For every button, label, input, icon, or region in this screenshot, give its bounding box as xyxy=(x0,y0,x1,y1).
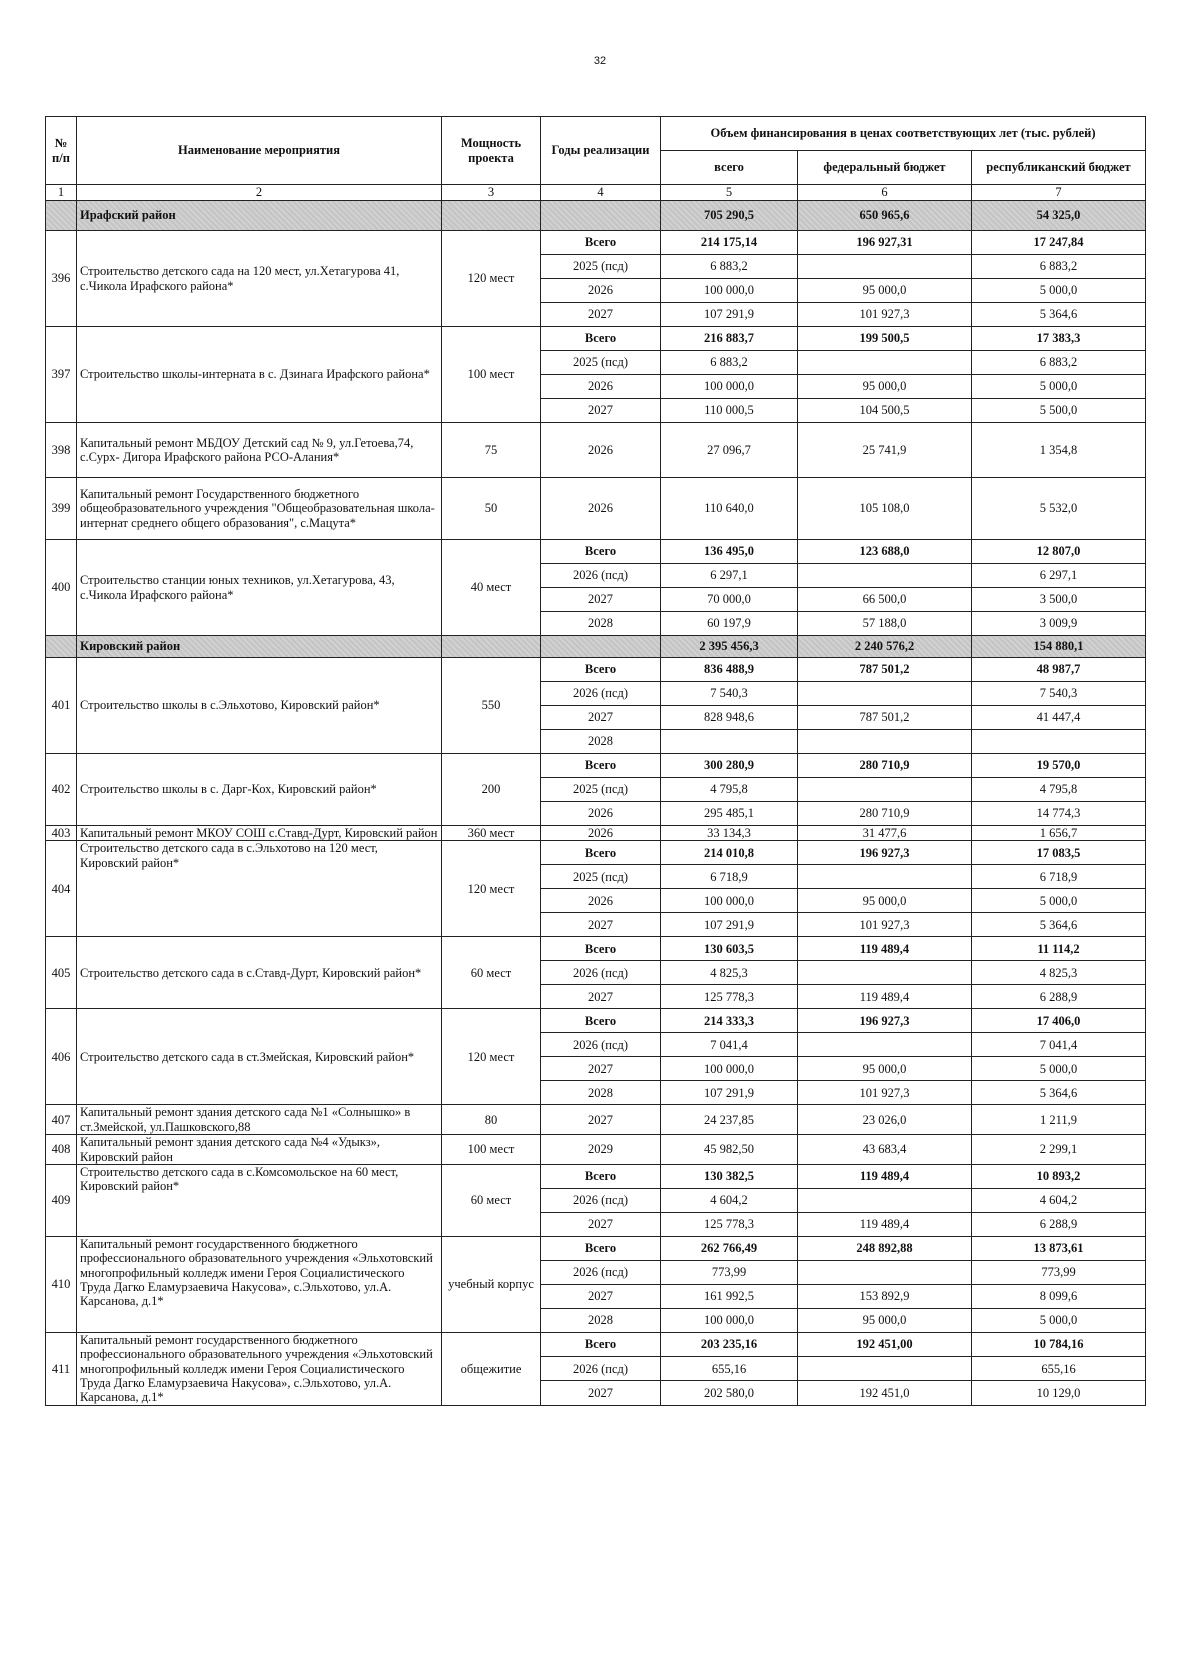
item-total: 100 000,0 xyxy=(661,1057,798,1081)
item-republic: 6 297,1 xyxy=(972,564,1146,588)
item-federal: 95 000,0 xyxy=(798,889,972,913)
item-number: 402 xyxy=(46,754,77,826)
item-capacity: 60 мест xyxy=(442,937,541,1009)
item-total: 4 795,8 xyxy=(661,778,798,802)
item-year: 2027 xyxy=(541,303,661,327)
item-total: 4 604,2 xyxy=(661,1188,798,1212)
item-federal: 105 108,0 xyxy=(798,478,972,540)
district-total: 705 290,5 xyxy=(661,201,798,231)
item-number: 411 xyxy=(46,1332,77,1405)
column-number: 4 xyxy=(541,185,661,201)
district-federal: 650 965,6 xyxy=(798,201,972,231)
table-row xyxy=(46,1009,1146,1033)
item-year: 2027 xyxy=(541,1284,661,1308)
item-total: 100 000,0 xyxy=(661,279,798,303)
item-year: 2026 xyxy=(541,279,661,303)
table-row xyxy=(46,754,1146,778)
item-total: 6 883,2 xyxy=(661,255,798,279)
item-federal xyxy=(798,255,972,279)
item-federal: 23 026,0 xyxy=(798,1105,972,1135)
item-year: 2027 xyxy=(541,1057,661,1081)
item-total: 4 825,3 xyxy=(661,961,798,985)
item-total: 203 235,16 xyxy=(661,1332,798,1356)
item-capacity: 100 мест xyxy=(442,1135,541,1165)
item-federal: 95 000,0 xyxy=(798,1057,972,1081)
item-number: 408 xyxy=(46,1135,77,1165)
column-number: 1 xyxy=(46,185,77,201)
item-federal: 196 927,3 xyxy=(798,1009,972,1033)
item-republic: 6 718,9 xyxy=(972,865,1146,889)
item-federal xyxy=(798,1260,972,1284)
item-year: 2027 xyxy=(541,588,661,612)
item-federal xyxy=(798,730,972,754)
item-republic: 4 795,8 xyxy=(972,778,1146,802)
item-number: 409 xyxy=(46,1164,77,1236)
table-row xyxy=(46,423,1146,478)
item-year: Всего xyxy=(541,754,661,778)
item-federal xyxy=(798,1033,972,1057)
item-federal: 280 710,9 xyxy=(798,754,972,778)
item-federal xyxy=(798,865,972,889)
table-body xyxy=(46,185,1146,1406)
item-republic: 3 009,9 xyxy=(972,612,1146,636)
item-total: 836 488,9 xyxy=(661,658,798,682)
column-number: 2 xyxy=(77,185,442,201)
item-total: 70 000,0 xyxy=(661,588,798,612)
item-capacity: учебный корпус xyxy=(442,1236,541,1332)
item-name: Капитальный ремонт здания детского сада №1 «Солнышко» в ст.Змейской, ул.Пашковского,88 xyxy=(77,1105,442,1135)
item-capacity: 120 мест xyxy=(442,841,541,937)
table-row xyxy=(46,540,1146,564)
item-republic: 5 364,6 xyxy=(972,913,1146,937)
table-row xyxy=(46,231,1146,255)
district-total: 2 395 456,3 xyxy=(661,636,798,658)
item-total: 100 000,0 xyxy=(661,375,798,399)
item-total: 214 175,14 xyxy=(661,231,798,255)
item-federal xyxy=(798,778,972,802)
table-row xyxy=(46,1332,1146,1356)
district-republic: 54 325,0 xyxy=(972,201,1146,231)
item-name: Строительство детского сада в с.Ставд-Дурт, Кировский район* xyxy=(77,937,442,1009)
item-total: 214 333,3 xyxy=(661,1009,798,1033)
item-total: 60 197,9 xyxy=(661,612,798,636)
item-name: Строительство школы в с.Эльхотово, Кировский район* xyxy=(77,658,442,754)
item-year: Всего xyxy=(541,1236,661,1260)
item-federal: 248 892,88 xyxy=(798,1236,972,1260)
item-federal: 31 477,6 xyxy=(798,826,972,841)
item-year: 2028 xyxy=(541,1308,661,1332)
item-republic: 10 784,16 xyxy=(972,1332,1146,1356)
item-republic: 3 500,0 xyxy=(972,588,1146,612)
item-name: Строительство детского сада на 120 мест, ул.Хетагурова 41, с.Чикола Ирафского района* xyxy=(77,231,442,327)
item-year: 2027 xyxy=(541,1105,661,1135)
item-year: Всего xyxy=(541,1332,661,1356)
item-republic: 13 873,61 xyxy=(972,1236,1146,1260)
item-total: 24 237,85 xyxy=(661,1105,798,1135)
item-year: 2028 xyxy=(541,1081,661,1105)
table-row xyxy=(46,1135,1146,1165)
item-year: 2027 xyxy=(541,913,661,937)
item-name: Строительство станции юных техников, ул.Хетагурова, 43, с.Чикола Ирафского района* xyxy=(77,540,442,636)
item-federal: 95 000,0 xyxy=(798,1308,972,1332)
item-republic: 14 774,3 xyxy=(972,802,1146,826)
item-republic: 773,99 xyxy=(972,1260,1146,1284)
table-row xyxy=(46,1164,1146,1188)
item-year: 2028 xyxy=(541,612,661,636)
item-federal: 119 489,4 xyxy=(798,1164,972,1188)
item-year: 2026 (псд) xyxy=(541,1033,661,1057)
item-number: 404 xyxy=(46,841,77,937)
item-total: 45 982,50 xyxy=(661,1135,798,1165)
item-number: 410 xyxy=(46,1236,77,1332)
district-republic: 154 880,1 xyxy=(972,636,1146,658)
item-year: Всего xyxy=(541,1009,661,1033)
item-total: 100 000,0 xyxy=(661,1308,798,1332)
item-republic: 6 883,2 xyxy=(972,255,1146,279)
item-year: 2027 xyxy=(541,706,661,730)
item-federal: 199 500,5 xyxy=(798,327,972,351)
item-year: Всего xyxy=(541,658,661,682)
item-republic: 5 500,0 xyxy=(972,399,1146,423)
item-total: 216 883,7 xyxy=(661,327,798,351)
item-total: 7 041,4 xyxy=(661,1033,798,1057)
item-federal: 57 188,0 xyxy=(798,612,972,636)
item-name: Строительство детского сада в ст.Змейская, Кировский район* xyxy=(77,1009,442,1105)
item-federal: 101 927,3 xyxy=(798,303,972,327)
item-name: Капитальный ремонт здания детского сада №4 «Удыкз», Кировский район xyxy=(77,1135,442,1165)
item-year: 2027 xyxy=(541,1381,661,1405)
table-row xyxy=(46,1105,1146,1135)
item-number: 396 xyxy=(46,231,77,327)
item-capacity: 360 мест xyxy=(442,826,541,841)
item-capacity: 80 xyxy=(442,1105,541,1135)
item-federal xyxy=(798,961,972,985)
item-name: Капитальный ремонт МКОУ СОШ с.Ставд-Дурт, Кировский район xyxy=(77,826,442,841)
column-number: 6 xyxy=(798,185,972,201)
item-republic: 17 383,3 xyxy=(972,327,1146,351)
item-total: 6 718,9 xyxy=(661,865,798,889)
item-federal xyxy=(798,351,972,375)
item-year: 2026 xyxy=(541,478,661,540)
item-republic: 5 364,6 xyxy=(972,1081,1146,1105)
page-number: 32 xyxy=(593,55,607,67)
item-number: 405 xyxy=(46,937,77,1009)
item-federal: 787 501,2 xyxy=(798,658,972,682)
item-total: 262 766,49 xyxy=(661,1236,798,1260)
item-year: 2027 xyxy=(541,1212,661,1236)
item-total: 773,99 xyxy=(661,1260,798,1284)
column-number-row xyxy=(46,185,1146,201)
item-republic: 8 099,6 xyxy=(972,1284,1146,1308)
item-federal: 192 451,00 xyxy=(798,1332,972,1356)
item-number: 399 xyxy=(46,478,77,540)
item-total: 110 640,0 xyxy=(661,478,798,540)
item-total: 161 992,5 xyxy=(661,1284,798,1308)
item-republic: 6 883,2 xyxy=(972,351,1146,375)
item-capacity: 60 мест xyxy=(442,1164,541,1236)
item-name: Капитальный ремонт МБДОУ Детский сад № 9, ул.Гетоева,74, с.Сурх- Дигора Ирафского района РСО-Алания* xyxy=(77,423,442,478)
item-republic: 17 406,0 xyxy=(972,1009,1146,1033)
item-year: 2026 (псд) xyxy=(541,1188,661,1212)
item-year: 2026 xyxy=(541,802,661,826)
item-republic: 5 000,0 xyxy=(972,375,1146,399)
item-name: Капитальный ремонт государственного бюджетного профессионального образовательного учреждения «Эльхотовский многопрофильный колледж имени Героя Социалистического Труда Дагко Еламурзаевича Накусова», с.Эльхотово, ул.А. Карсанова, д.1* xyxy=(77,1236,442,1332)
item-federal: 119 489,4 xyxy=(798,1212,972,1236)
item-federal: 123 688,0 xyxy=(798,540,972,564)
item-year: 2028 xyxy=(541,730,661,754)
item-republic: 19 570,0 xyxy=(972,754,1146,778)
item-federal: 119 489,4 xyxy=(798,985,972,1009)
item-republic: 6 288,9 xyxy=(972,1212,1146,1236)
item-total: 7 540,3 xyxy=(661,682,798,706)
table-row xyxy=(46,478,1146,540)
item-republic: 7 041,4 xyxy=(972,1033,1146,1057)
item-year: 2026 (псд) xyxy=(541,1260,661,1284)
item-number: 398 xyxy=(46,423,77,478)
item-year: Всего xyxy=(541,231,661,255)
item-total: 125 778,3 xyxy=(661,985,798,1009)
item-year: Всего xyxy=(541,1164,661,1188)
item-capacity: 40 мест xyxy=(442,540,541,636)
item-republic: 1 656,7 xyxy=(972,826,1146,841)
column-number: 7 xyxy=(972,185,1146,201)
table-row xyxy=(46,841,1146,865)
item-republic: 10 129,0 xyxy=(972,1381,1146,1405)
item-republic xyxy=(972,730,1146,754)
district-name: Кировский район xyxy=(77,636,442,658)
item-capacity: 100 мест xyxy=(442,327,541,423)
item-federal: 104 500,5 xyxy=(798,399,972,423)
item-total: 130 603,5 xyxy=(661,937,798,961)
district-federal: 2 240 576,2 xyxy=(798,636,972,658)
item-year: 2026 xyxy=(541,375,661,399)
item-capacity: 75 xyxy=(442,423,541,478)
item-capacity: 550 xyxy=(442,658,541,754)
item-year: 2025 (псд) xyxy=(541,865,661,889)
item-republic: 7 540,3 xyxy=(972,682,1146,706)
item-capacity: 120 мест xyxy=(442,231,541,327)
item-capacity: 50 xyxy=(442,478,541,540)
item-republic: 6 288,9 xyxy=(972,985,1146,1009)
item-name: Строительство школы в с. Дарг-Кох, Кировский район* xyxy=(77,754,442,826)
item-republic: 4 604,2 xyxy=(972,1188,1146,1212)
item-federal: 192 451,0 xyxy=(798,1381,972,1405)
item-name: Строительство детского сада в с.Эльхотово на 120 мест, Кировский район* xyxy=(77,841,442,937)
table-row xyxy=(46,937,1146,961)
header-federal: федеральный бюджет xyxy=(798,151,972,185)
item-federal: 43 683,4 xyxy=(798,1135,972,1165)
item-republic: 5 364,6 xyxy=(972,303,1146,327)
item-republic: 17 083,5 xyxy=(972,841,1146,865)
item-year: Всего xyxy=(541,841,661,865)
item-total: 107 291,9 xyxy=(661,303,798,327)
item-federal: 119 489,4 xyxy=(798,937,972,961)
item-republic: 1 354,8 xyxy=(972,423,1146,478)
header-republic: республиканский бюджет xyxy=(972,151,1146,185)
header-years: Годы реализации xyxy=(541,117,661,185)
table-row xyxy=(46,1236,1146,1260)
item-total: 107 291,9 xyxy=(661,913,798,937)
item-total: 100 000,0 xyxy=(661,889,798,913)
item-total: 202 580,0 xyxy=(661,1381,798,1405)
item-total: 107 291,9 xyxy=(661,1081,798,1105)
item-capacity: 200 xyxy=(442,754,541,826)
item-year: Всего xyxy=(541,327,661,351)
item-republic: 4 825,3 xyxy=(972,961,1146,985)
item-republic: 655,16 xyxy=(972,1357,1146,1381)
header-funding: Объем финансирования в ценах соответствующих лет (тыс. рублей) xyxy=(661,117,1146,151)
item-capacity: 120 мест xyxy=(442,1009,541,1105)
item-total: 110 000,5 xyxy=(661,399,798,423)
item-republic: 17 247,84 xyxy=(972,231,1146,255)
item-name: Строительство школы-интерната в с. Дзинага Ирафского района* xyxy=(77,327,442,423)
item-federal: 95 000,0 xyxy=(798,279,972,303)
item-republic: 48 987,7 xyxy=(972,658,1146,682)
item-year: 2025 (псд) xyxy=(541,255,661,279)
funding-table xyxy=(45,116,1146,1406)
item-federal: 101 927,3 xyxy=(798,1081,972,1105)
item-year: 2027 xyxy=(541,399,661,423)
item-number: 397 xyxy=(46,327,77,423)
item-total: 130 382,5 xyxy=(661,1164,798,1188)
table-row xyxy=(46,658,1146,682)
item-republic: 10 893,2 xyxy=(972,1164,1146,1188)
header-num: № п/п xyxy=(46,117,77,185)
table-row xyxy=(46,826,1146,841)
item-year: 2027 xyxy=(541,985,661,1009)
item-number: 407 xyxy=(46,1105,77,1135)
item-total: 300 280,9 xyxy=(661,754,798,778)
item-federal xyxy=(798,1357,972,1381)
header-capacity: Мощность проекта xyxy=(442,117,541,185)
item-total xyxy=(661,730,798,754)
item-name: Капитальный ремонт государственного бюджетного профессионального образовательного учреждения «Эльхотовский многопрофильный колледж имени Героя Социалистического Труда Дагко Еламурзаевича Накусова», с.Эльхотово, ул.А. Карсанова, д.1* xyxy=(77,1332,442,1405)
item-year: Всего xyxy=(541,540,661,564)
table-row xyxy=(46,327,1146,351)
item-year: 2026 (псд) xyxy=(541,1357,661,1381)
item-name: Капитальный ремонт Государственного бюджетного общеобразовательного учреждения "Общеобразовательная школа-интернат среднего общего образования", с.Мацута* xyxy=(77,478,442,540)
item-year: 2025 (псд) xyxy=(541,351,661,375)
column-number: 3 xyxy=(442,185,541,201)
item-total: 136 495,0 xyxy=(661,540,798,564)
item-federal: 196 927,31 xyxy=(798,231,972,255)
item-year: 2026 (псд) xyxy=(541,682,661,706)
item-year: 2026 xyxy=(541,826,661,841)
item-republic: 2 299,1 xyxy=(972,1135,1146,1165)
item-republic: 12 807,0 xyxy=(972,540,1146,564)
item-total: 33 134,3 xyxy=(661,826,798,841)
item-year: 2026 xyxy=(541,889,661,913)
item-year: 2026 xyxy=(541,423,661,478)
item-federal: 153 892,9 xyxy=(798,1284,972,1308)
item-number: 400 xyxy=(46,540,77,636)
item-federal xyxy=(798,564,972,588)
item-republic: 5 000,0 xyxy=(972,1057,1146,1081)
column-number: 5 xyxy=(661,185,798,201)
item-total: 125 778,3 xyxy=(661,1212,798,1236)
item-number: 403 xyxy=(46,826,77,841)
item-republic: 5 000,0 xyxy=(972,889,1146,913)
item-federal: 196 927,3 xyxy=(798,841,972,865)
item-year: Всего xyxy=(541,937,661,961)
item-republic: 5 000,0 xyxy=(972,1308,1146,1332)
item-total: 6 883,2 xyxy=(661,351,798,375)
item-total: 295 485,1 xyxy=(661,802,798,826)
item-year: 2025 (псд) xyxy=(541,778,661,802)
item-number: 401 xyxy=(46,658,77,754)
header-total: всего xyxy=(661,151,798,185)
item-republic: 41 447,4 xyxy=(972,706,1146,730)
item-capacity: общежитие xyxy=(442,1332,541,1405)
item-federal: 66 500,0 xyxy=(798,588,972,612)
header-name: Наименование мероприятия xyxy=(77,117,442,185)
item-total: 6 297,1 xyxy=(661,564,798,588)
item-federal: 95 000,0 xyxy=(798,375,972,399)
item-year: 2029 xyxy=(541,1135,661,1165)
district-row xyxy=(46,636,1146,658)
item-federal: 787 501,2 xyxy=(798,706,972,730)
item-federal: 101 927,3 xyxy=(798,913,972,937)
item-total: 828 948,6 xyxy=(661,706,798,730)
item-number: 406 xyxy=(46,1009,77,1105)
item-federal: 25 741,9 xyxy=(798,423,972,478)
item-year: 2026 (псд) xyxy=(541,961,661,985)
item-federal: 280 710,9 xyxy=(798,802,972,826)
district-row xyxy=(46,201,1146,231)
item-republic: 1 211,9 xyxy=(972,1105,1146,1135)
item-total: 214 010,8 xyxy=(661,841,798,865)
item-total: 27 096,7 xyxy=(661,423,798,478)
item-republic: 5 532,0 xyxy=(972,478,1146,540)
item-federal xyxy=(798,682,972,706)
item-federal xyxy=(798,1188,972,1212)
item-name: Строительство детского сада в с.Комсомольское на 60 мест, Кировский район* xyxy=(77,1164,442,1236)
district-name: Ирафский район xyxy=(77,201,442,231)
item-total: 655,16 xyxy=(661,1357,798,1381)
item-year: 2026 (псд) xyxy=(541,564,661,588)
item-republic: 11 114,2 xyxy=(972,937,1146,961)
item-republic: 5 000,0 xyxy=(972,279,1146,303)
